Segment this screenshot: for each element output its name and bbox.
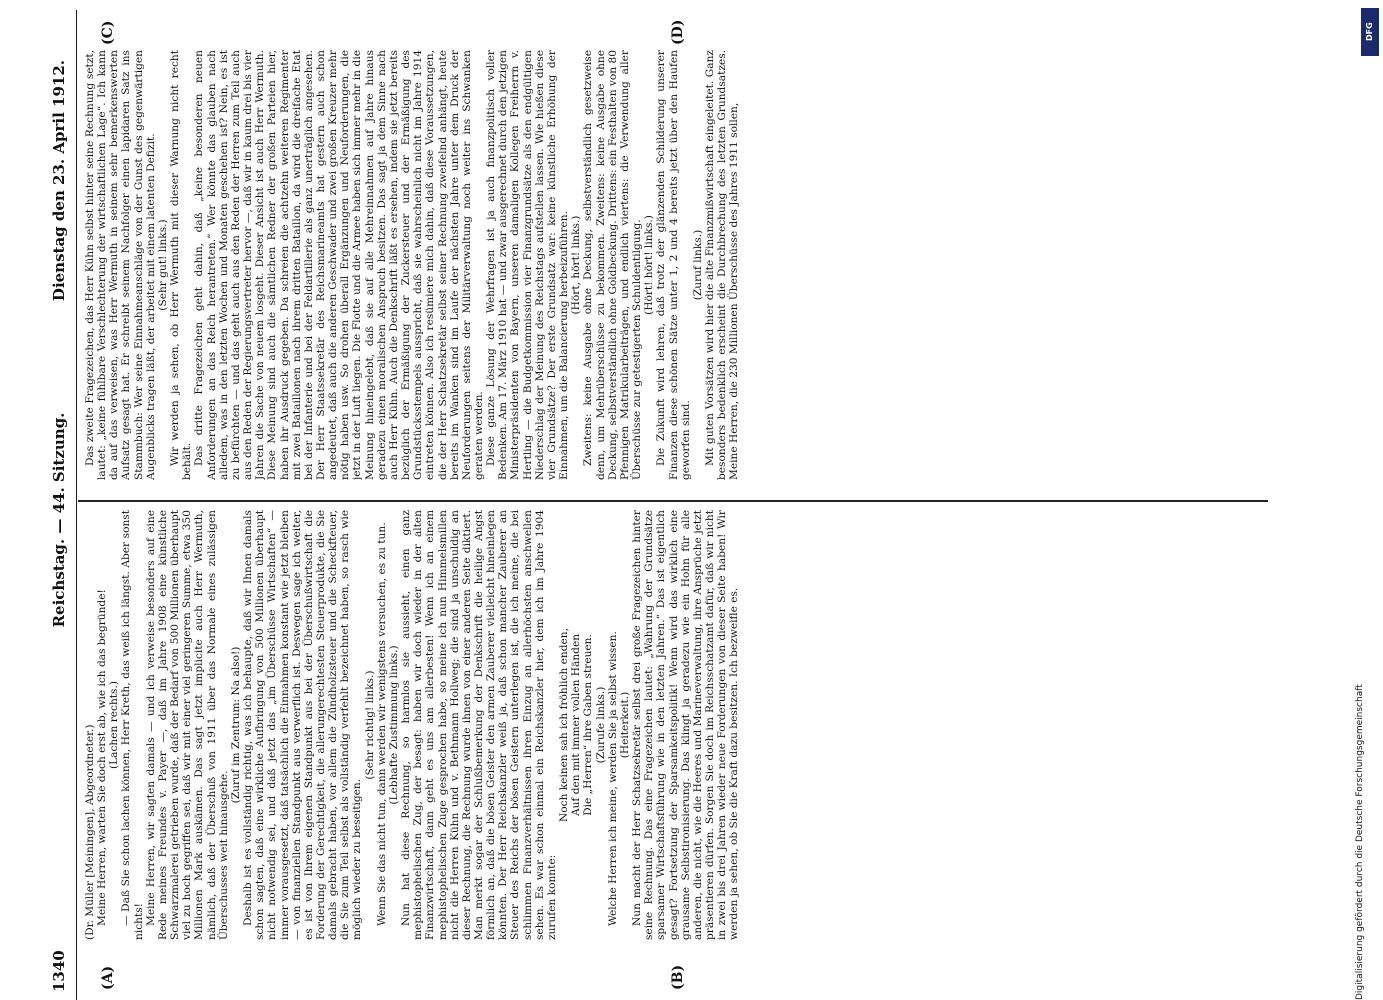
paragraph: Welche Herren ich meine, werden Sie ja selbst wissen. bbox=[606, 631, 619, 926]
verse-line: Auf den mit immer vollen Händen bbox=[570, 633, 583, 817]
interjection: (Hört! hört! links.) bbox=[643, 215, 656, 315]
interjection: (Sehr richtig! links.) bbox=[363, 670, 376, 780]
margin-marker-b: (B) bbox=[670, 964, 686, 990]
paragraph: Zweitens: keine Ausgabe ohne Deckung, selbstverständlich gesetzweise denn, um Mehrüberschüsse zu bekommen. Zweitens: keine Ausgabe ohne Deckung, selbstverständlich ohne Goldbeckung. Drittens: ein Festhalten von 80 Pfennigen Matrikularbeiträgen, und endlich viertens: die Verwendung aller Überschüsse zur getestigerten Schuldentilgung. bbox=[582, 50, 644, 480]
header-date: Dienstag den 23. April 1912. bbox=[50, 60, 68, 302]
verse-line: Die „Herren“ ihre Gaben streuen. bbox=[582, 634, 595, 816]
interjection: (Zuruf im Zentrum: Na also!) bbox=[229, 646, 242, 804]
paragraph: Meine Herren, warten Sie doch erst ab, wie ich das begründe! bbox=[96, 589, 109, 926]
newspaper-page bbox=[30, 0, 1320, 1000]
paragraph: Wir werden ja sehen, ob Herr Wermuth mit dieser Warnung nicht recht behält. bbox=[169, 50, 194, 480]
interjection: (Zurufe links.) bbox=[594, 686, 607, 764]
paragraph: Wenn Sie das nicht tun, dann werden wir wenigstens versuchen, es zu tun. bbox=[375, 522, 388, 926]
margin-marker-a: (A) bbox=[100, 965, 116, 990]
verse-line: Noch keinen sah ich fröhlich enden, bbox=[558, 628, 571, 823]
paragraph: Mit guten Vorsätzen wird hier die alte Finanzmißwirtschaft eingeleitet. Ganz besonders bedenklich erscheint die Durchbrechung des letzten Grundsatzes. Meine Herren, die 230 Millionen Überschüsse des Jahres 1911 sollen, bbox=[703, 50, 741, 480]
paragraph: (Dr. Müller [Meiningen], Abgeordneter.) bbox=[84, 724, 96, 940]
margin-marker-d: (D) bbox=[670, 19, 686, 45]
interjection: (Lebhafte Zustimmung links.) bbox=[387, 645, 400, 805]
paragraph: Nun hat diese Rechnung, so harmlos sie aussieht, einen ganz mephistophelischen Zug, der besagt: haben wir doch wieder in der alten Finanzwirtschaft, dann geht es uns am allerbesten! Wenn ich an einem mephistophelischen Zuge gesprochen habe, so meine ich nun Himmelsmillen nicht die Herren Kühn und v. Bethmann Hollweg; die sind ja unschuldig an dieser Rechnung, die Rechnung wurde ihnen von einer anderen Seite diktiert. Man merkt sogar der Schlußbemerkung der Denkschrift die heilige Angst förmlich an, daß die bösen Geister den armen Zauberer vielleicht hineinlegen könnten. Der Herr Reichskanzler weiß ja, daß schon mancher Zauberer an Steuer des Reichs der bösen Geistern unterlegen ist, die ich meine, die bei schlimmen Finanzverhältnissen ihren Einzug an allerhöchsten anschwellen sehen. Es war schon einmal ein Reichskanzler hier, dem ich im Jahre 1904 zurufen konnte: bbox=[400, 510, 558, 940]
paragraph: — Daß Sie schon lachen können, Herr Kreth, das weiß ich längst. Aber sonst nichts! bbox=[120, 510, 145, 940]
interjection: (Lachen rechts.) bbox=[108, 681, 121, 769]
paragraph: Deshalb ist es vollständig richtig, was ich behaupte, daß wir Ihnen damals schon sagten, daß eine wirkliche Aufbringung von 500 Millionen überhaupt nicht notwendig sei, und daß jetzt das „im Überschüsse Wirtschaften“ — immer vorausgesetzt, daß tatsächlich die Einnahmen konstant wie jetzt bleiben — von finanziellen Standpunkt aus verwerflich ist. Deswegen sage ich weiter, es ist von Ihrem eigenen Standpunkt aus bei der Überschußwirtschaft die Forderung der Gerechtigkeit, die allerungerechtesten Steuerprodukte, die Sie damals gebracht haben, vor allem die Zündholzsteuer und die Scheckfteuer, die Sie zum Teil selbst als vollständig verfehlt bezeichnet haben, so rasch wie möglich wieder zu beseitigen. bbox=[242, 510, 364, 940]
header-rule bbox=[76, 10, 77, 1000]
paragraph: Das dritte Fragezeichen geht dahin, daß „keine besonderen neuen Anforderungen an das Reich herantreten.“ Wer könnte das glauben nach alledem, was in den letzten Wochen und Monaten geschehen ist? Nein, es ist zu befürchten — und das geht auch aus den Reden der Herren zum Teil auch aus den Reden der Regierungsvertreter hervor —, daß wir in kaum drei bis vier Jahren die Sache von neuem losgeht. Dieser Ansicht ist auch Herr Wermuth. Diese Meinung sind auch die sämtlichen Redner der großen Parteien hier, haben ihr Ausdruck gegeben. Da schreien die achtzehn weiteren Regimenter mit zwei Bataillonen nach ihrem dritten Bataillon, da wird die dreifache Etat bei der Infanterie und bei der Feldartillerie als ganz unerträglich angesehen. Der Herr Staatssekretär des Reichsmarineamts hat gestern auch schon angedeutet, daß auch die anderen Geschwader und zwei großen Kreuzer mehr nötig haben usw. So drohen überall Ergänzungen und Neuforderungen, die jetzt in der Luft liegen. Die Flotte und die Armee haben sich immer mehr in die Meinung hineingelebt, daß sie auf alle Mehreinnahmen auf Jahre hinaus geradezu einen moralischen Anspruch besitzen. Das sagt ja dem Sinne nach auch Herr Kühn. Auch die Denkschrift läßt es ersehen, indem sie jetzt bereits bezüglich der Ermäßigung der Zuckersteuer und der Ermäßigung des Grundstücksstempels ausspricht, daß sie wahrscheinlich nicht im Jahre 1914 eintreten können. Also ich resümiere mich dahin, daß diese Voraussetzungen, die der Herr Schatzsekretär selbst seiner Rechnung zweifelnd anhängt, heute bereits im Wanken sind im Laufe der nächsten Jahre unter dem Druck der Neuforderungen seitens der Militärverwaltung noch weiter ins Schwanken geraten werden. bbox=[193, 50, 485, 480]
dfg-logo: DFG bbox=[1361, 8, 1379, 56]
paragraph: Diese ganze Lösung der Wehrfragen ist ja auch finanzpolitisch voller Bedenken. Am 17. März 1910 hat — und zwar ausgerechnet durch den jetzigen Ministerpräsidenten von Bayern, unseren damaligen Kollegen Freiherrn v. Hertling — die Budgetkommission vier Finanzgrundsätze als den endgültigen Niederschlag der Meinung des Reichstags aufstellen lassen. Wie hießen diese vier Grundsätze? Der erste Grundsatz war: keine künstliche Erhöhung der Einnahmen, um die Balancierung herbeizuführen. bbox=[485, 50, 571, 480]
page-number: 1340 bbox=[50, 950, 68, 992]
text-column-left bbox=[84, 510, 1264, 940]
interjection: (Heiterkeit.) bbox=[618, 691, 631, 759]
paragraph: Die Zukunft wird lehren, daß trotz der glänzenden Schilderung unserer Finanzen diese schönen Sätze unter 1, 2 und 4 bereits jetzt über den Haufen geworfen sind. bbox=[655, 50, 692, 480]
margin-marker-c: (C) bbox=[100, 20, 116, 45]
paragraph: Nun macht der Herr Schatzsekretär selbst drei große Fragezeichen hinter seine Rechnung. Das eine Fragezeichen lautet: „Wahrung der Grundsätze sparsamer Wirtschaftsführung wie in den letzten Jahren.“ Das ist eigentlich gesagt? Fortsetzung der Sparsamkeitspolitik! Wenn wird das wirklich eine grausame Selbstironisierung. Das klingt ja geradezu wie ein Hohn für alle anderen, die nicht, wie die Heeres und Marineverwaltung, ihre Ansprüche jetzt präsentieren dürfen. Sorgen Sie doch im Reichsschatzamt dafür, daß wir nicht in zwei bis drei Jahren wieder neue Forderungen von dieser Seite haben! Wir werden ja sehen, ob Sie die Kraft dazu besitzen. Ich bezweifle es. bbox=[631, 510, 741, 940]
page-header bbox=[50, 40, 76, 1000]
text-column-right bbox=[84, 50, 1264, 480]
interjection: (Hört, hört! links.) bbox=[570, 215, 583, 315]
digitization-strip bbox=[1343, 0, 1383, 1000]
column-divider bbox=[78, 500, 1268, 502]
paragraph: Das zweite Fragezeichen, das Herr Kühn selbst hinter seine Rechnung setzt, lautet: „keine fühlbare Verschlechterung der wirtschaftlichen Lage“. Ich kann da auf das verweisen, was Herr Wermuth in seinem sehr bemerkenswerten Aufsatz gesagt hat. Er schreibt seinem Nachfolger einen lapidaren Satz ins Stammbuch: Wer seine Einnahmeanschläge von der Gunst des gegenwärtigen Augenblicks tragen läßt, der arbeitet mit einem latenten Defizit. bbox=[84, 50, 157, 480]
interjection: (Zuruf links.) bbox=[691, 229, 704, 301]
paragraph: Meine Herren, wir sagten damals — und ich verweise besonders auf eine Rede meines Freundes v. Payer —, daß im Jahre 1908 eine künstliche Schwarzmalerei getrieben wurde, daß der Bedarf von 500 Millionen überhaupt viel zu hoch gegriffen sei, daß wir mit einer viel geringeren Summe, etwa 350 Millionen Mark auskämen. Das sagt jetzt implicite auch Herr Wermuth, nämlich, daß der Überschuß von 1911 über das Normale eines zulässigen Überschusses weit hinausgehe. bbox=[144, 510, 230, 940]
interjection: (Sehr gut! links.) bbox=[156, 219, 169, 311]
header-title: Reichstag. — 44. Sitzung. bbox=[50, 412, 68, 628]
digitization-note: Digitalisierung gefördert durch die Deutsche Forschungsgemeinschaft bbox=[1355, 684, 1365, 1000]
